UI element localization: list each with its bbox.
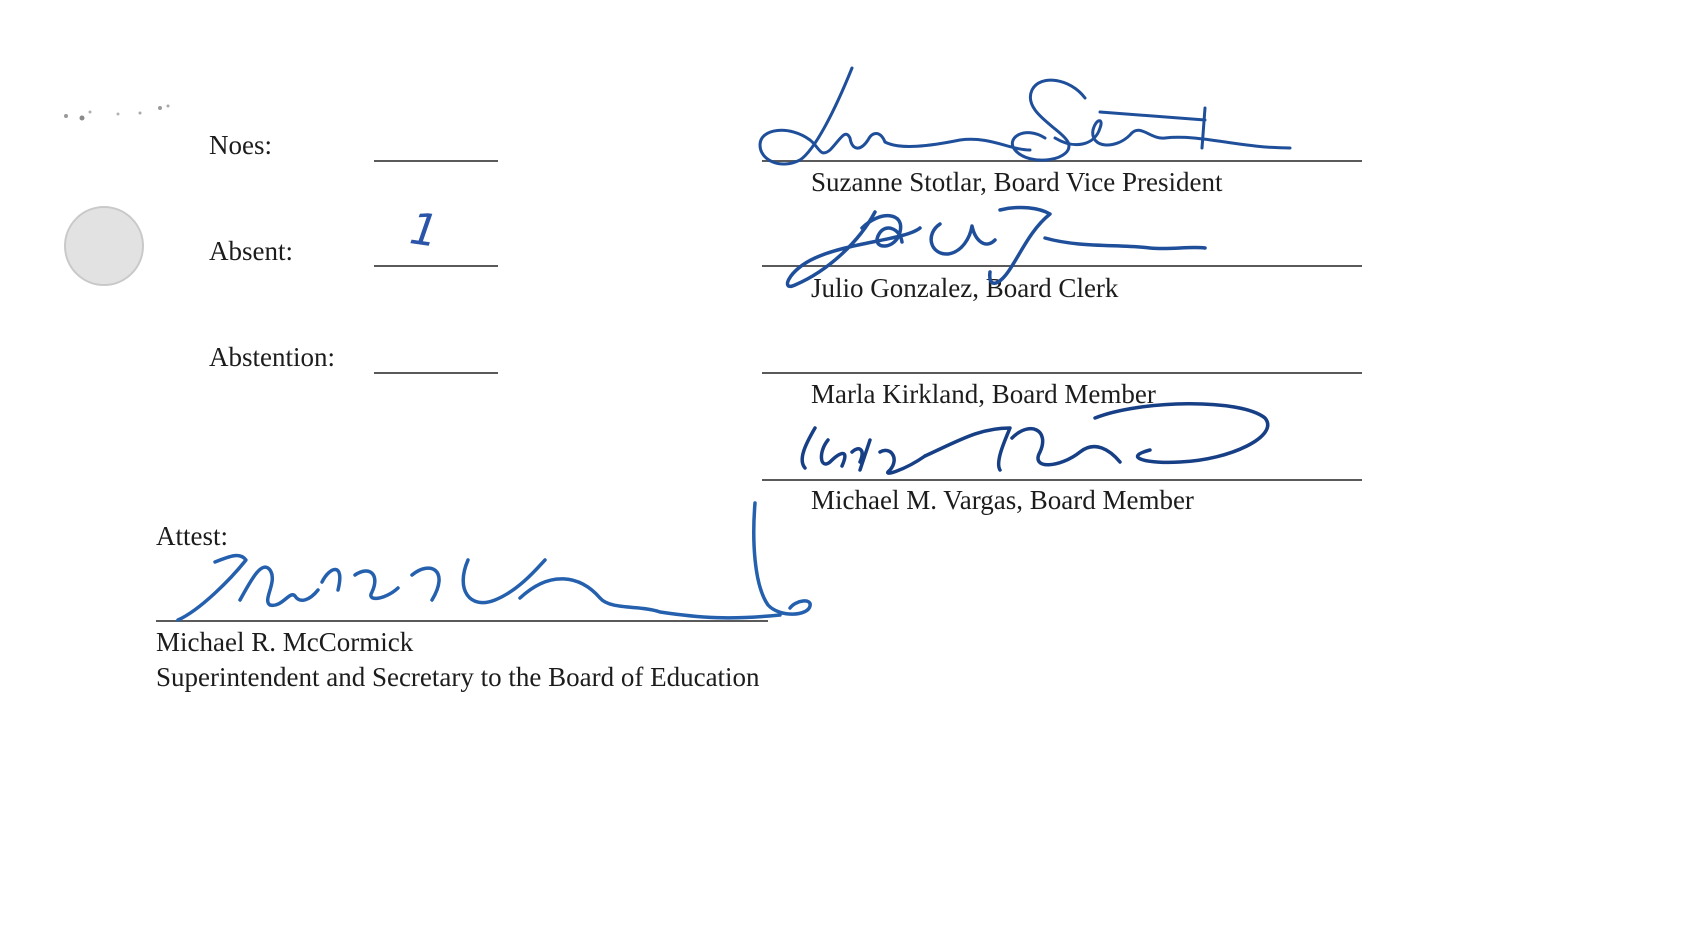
signatory-name-vice-president: Suzanne Stotlar, Board Vice President [811, 167, 1223, 197]
abstention-label: Abstention: [209, 342, 335, 372]
signatory-name-clerk: Julio Gonzalez, Board Clerk [811, 273, 1119, 303]
signature-gonzalez [788, 207, 1205, 286]
noes-label: Noes: [209, 130, 272, 160]
absent-label: Absent: [209, 236, 293, 266]
signatory-name-member-kirkland: Marla Kirkland, Board Member [811, 379, 1156, 409]
attest-name: Michael R. McCormick [156, 627, 414, 657]
signature-vargas [802, 404, 1268, 473]
attest-title: Superintendent and Secretary to the Board of Education [156, 662, 760, 692]
signatory-name-member-vargas: Michael M. Vargas, Board Member [811, 485, 1194, 515]
signature-mccormick [178, 503, 810, 620]
absent-value: 1 [406, 203, 442, 258]
signature-stotlar [760, 68, 1290, 164]
attest-label: Attest: [156, 521, 228, 551]
